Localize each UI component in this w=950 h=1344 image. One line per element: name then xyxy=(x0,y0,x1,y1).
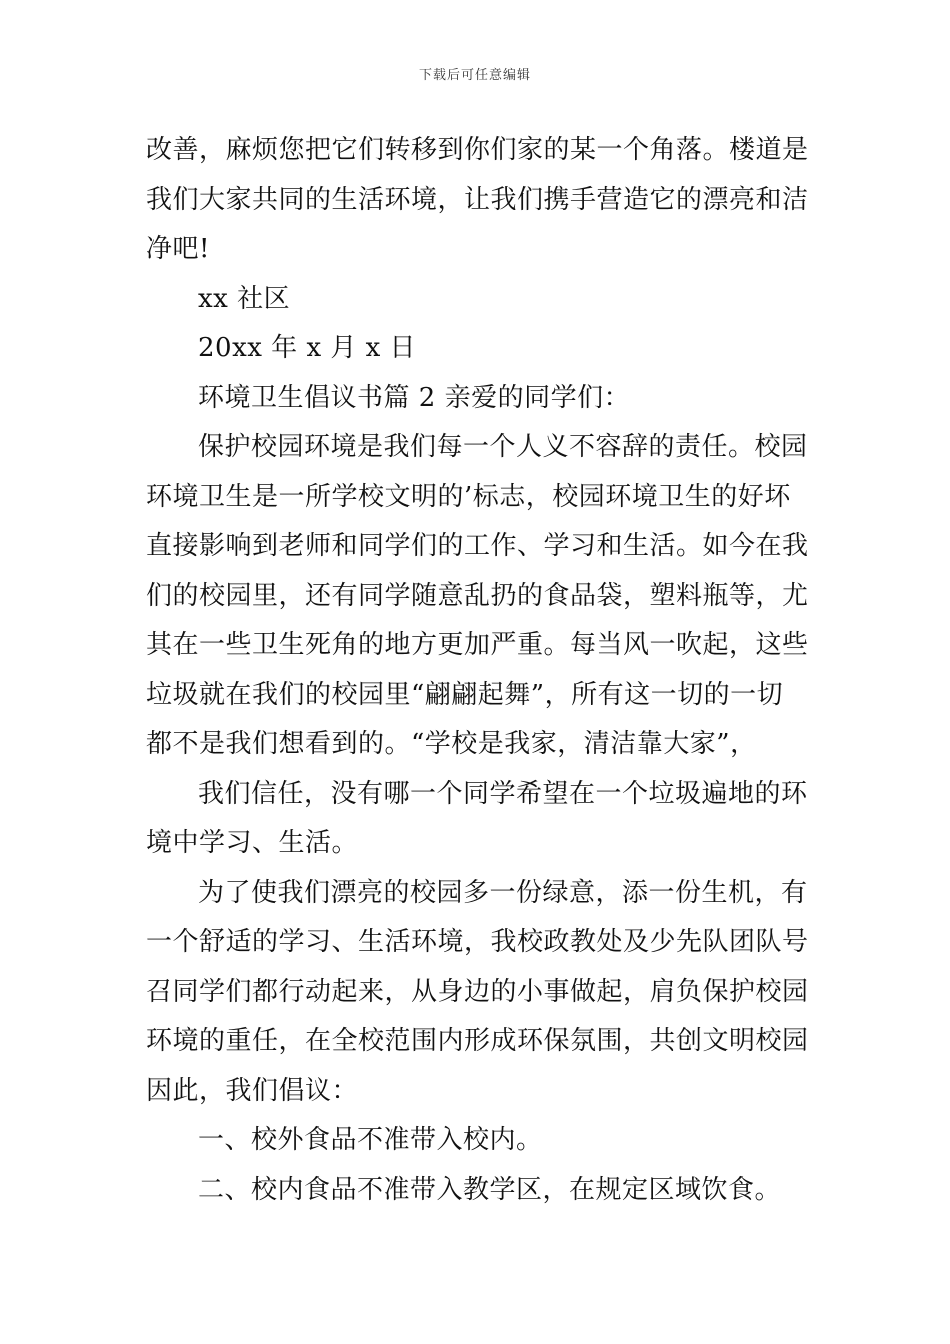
signature-date: 20xx 年 x 月 x 日 xyxy=(198,333,417,363)
text-line: 为了使我们漂亮的校园多一份绿意，添一份生机，有 xyxy=(198,877,808,908)
text-line: 因此，我们倡议： xyxy=(146,1075,359,1106)
text-line: 环境的重任，在全校范围内形成环保氛围，共创文明校园 xyxy=(146,1026,809,1056)
page-header-note: 下载后可任意编辑 xyxy=(418,68,531,83)
text-line: 我们信任，没有哪一个同学希望在一个垃圾遍地的环 xyxy=(198,778,808,809)
document-body xyxy=(146,126,811,1215)
text-line: 保护校园环境是我们每一个人义不容辞的责任。校园 xyxy=(198,432,808,462)
text-line: 垃圾就在我们的校园里“翩翩起舞”，所有这一切的一切 xyxy=(146,679,784,710)
text-line: 我们大家共同的生活环境，让我们携手营造它的漂亮和洁 xyxy=(146,184,809,215)
text-line: 其在一些卫生死角的地方更加严重。每当风一吹起，这些 xyxy=(146,630,809,660)
text-line: 都不是我们想看到的。“学校是我家，清洁靠大家”， xyxy=(146,729,757,759)
signature-community: xx 社区 xyxy=(198,283,291,314)
text-line: 直接影响到老师和同学们的工作、学习和生活。如今在我 xyxy=(146,531,809,561)
text-line: 改善，麻烦您把它们转移到你们家的某一个角落。楼道是 xyxy=(146,135,809,165)
proposal-item: 二、校内食品不准带入教学区，在规定区域饮食。 xyxy=(198,1174,782,1205)
text-line: 境中学习、生活。 xyxy=(146,828,359,858)
text-line: 们的校园里，还有同学随意乱扔的食品袋，塑料瓶等，尤 xyxy=(146,580,809,611)
text-line: 净吧! xyxy=(146,234,210,264)
text-line: 一个舒适的学习、生活环境，我校政教处及少先队团队号 xyxy=(146,927,809,957)
section-heading: 环境卫生倡议书篇 2 亲爱的同学们： xyxy=(198,382,631,413)
text-line: 环境卫生是一所学校文明的’标志，校园环境卫生的好坏 xyxy=(146,481,791,512)
proposal-item: 一、校外食品不准带入校内。 xyxy=(198,1125,543,1155)
text-line: 召同学们都行动起来，从身边的小事做起，肩负保护校园 xyxy=(146,976,809,1007)
